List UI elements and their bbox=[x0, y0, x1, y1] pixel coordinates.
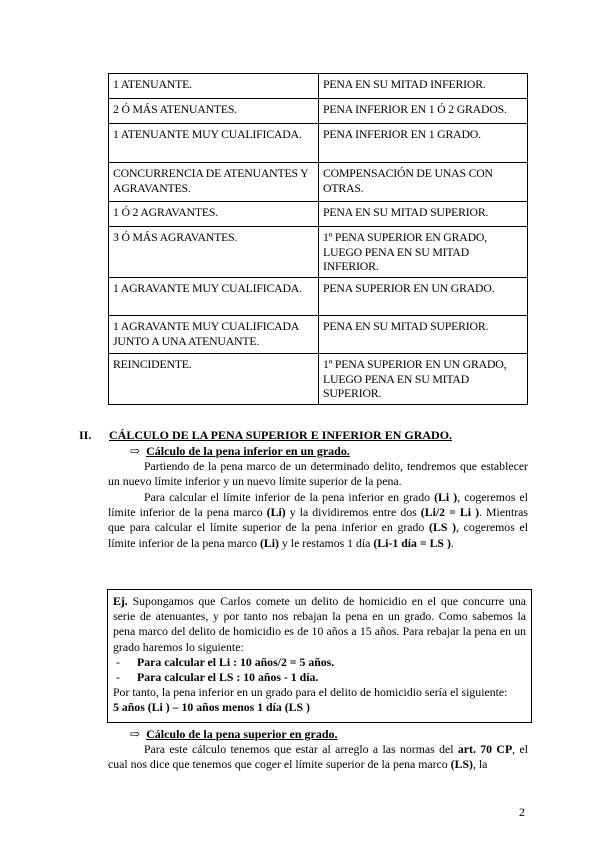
example-box bbox=[107, 589, 532, 723]
example-text: Ej. Supongamos que Carlos comete un delito de homicidio en el que concurre una serie de atenuantes, y por tanto nos rebajan la pena en un grado. Como sabemos la pena marco del delito de homicidio es de 10 años a 15 años. Para rebajar la pena en un grado haremos lo siguiente: bbox=[113, 594, 526, 654]
table-row bbox=[109, 354, 528, 405]
table-cell: PENA EN SU MITAD SUPERIOR. bbox=[319, 202, 528, 227]
table-cell: PENA EN SU MITAD INFERIOR. bbox=[319, 74, 528, 99]
table-cell: COMPENSACIÓN DE UNAS CON OTRAS. bbox=[319, 163, 528, 202]
subsection-title: Cálculo de la pena superior en grado. bbox=[146, 727, 338, 741]
arrow-right-icon: ⇨ bbox=[130, 444, 141, 458]
table-cell: PENA EN SU MITAD SUPERIOR. bbox=[319, 316, 528, 354]
paragraph-text: Para calcular el límite inferior de la pena inferior en grado (Li ), cogeremos el límite inferior de la pena marco (Li) y la dividiremos entre dos (Li/2 = Li ). Mientras que para calcular el límite superior de la pena inferior en grado (LS ), cogeremos el límite inferior de la pena marco (Li) y le restamos 1 día (Li-1 día = LS ). bbox=[108, 490, 528, 550]
page-number: 2 bbox=[519, 805, 525, 819]
subsection-title: Cálculo de la pena inferior en un grado. bbox=[146, 444, 350, 458]
subsection-heading bbox=[130, 727, 338, 742]
subsection-heading bbox=[130, 444, 350, 459]
example-label: Ej. bbox=[113, 594, 128, 608]
table-cell: 1 ATENUANTE. bbox=[109, 74, 319, 99]
table-cell: REINCIDENTE. bbox=[109, 354, 319, 405]
list-item: - Para calcular el LS : 10 años - 1 día. bbox=[116, 670, 319, 685]
table-cell: 1º PENA SUPERIOR EN UN GRADO, LUEGO PENA EN SU MITAD SUPERIOR. bbox=[319, 354, 528, 405]
paragraph-text: Partiendo de la pena marco de un determinado delito, tendremos que establecer un nuevo límite inferior y un nuevo límite superior de la pena. bbox=[108, 459, 528, 489]
table-cell: PENA INFERIOR EN 1 GRADO. bbox=[319, 124, 528, 163]
section-number: II. bbox=[79, 428, 92, 442]
table-row bbox=[109, 163, 528, 202]
table-cell: CONCURRENCIA DE ATENUANTES Y AGRAVANTES. bbox=[109, 163, 319, 202]
table-row bbox=[109, 278, 528, 316]
table-cell: 1º PENA SUPERIOR EN GRADO, LUEGO PENA EN SU MITAD INFERIOR. bbox=[319, 227, 528, 278]
table-cell: 3 Ó MÁS AGRAVANTES. bbox=[109, 227, 319, 278]
arrow-right-icon: ⇨ bbox=[130, 727, 141, 741]
table-row bbox=[109, 227, 528, 278]
list-item: - Para calcular el Li : 10 años/2 = 5 años. bbox=[116, 654, 335, 669]
table-cell: 1 AGRAVANTE MUY CUALIFICADA. bbox=[109, 278, 319, 316]
table-cell: 2 Ó MÁS ATENUANTES. bbox=[109, 99, 319, 124]
table-row bbox=[109, 74, 528, 99]
paragraph bbox=[108, 490, 528, 551]
section-title: CÁLCULO DE LA PENA SUPERIOR E INFERIOR EN GRADO. bbox=[109, 428, 453, 442]
table-row bbox=[109, 316, 528, 354]
table-cell: 1 ATENUANTE MUY CUALIFICADA. bbox=[109, 124, 319, 163]
example-result: 5 años (Li ) – 10 años menos 1 día (LS ) bbox=[113, 700, 310, 715]
table-row bbox=[109, 202, 528, 227]
example-list bbox=[113, 655, 526, 685]
table-cell: 1 Ó 2 AGRAVANTES. bbox=[109, 202, 319, 227]
paragraph bbox=[108, 742, 528, 772]
paragraph bbox=[108, 459, 528, 489]
paragraph-text: Para este cálculo tenemos que estar al arreglo a las normas del art. 70 CP, el cual nos dice que tenemos que coger el límite superior de la pena marco (LS), la bbox=[108, 742, 529, 772]
table-row bbox=[109, 99, 528, 124]
table-cell: 1 AGRAVANTE MUY CUALIFICADA JUNTO A UNA ATENUANTE. bbox=[109, 316, 319, 354]
attenuating-aggravating-table bbox=[108, 73, 528, 405]
table-cell: PENA INFERIOR EN 1 Ó 2 GRADOS. bbox=[319, 99, 528, 124]
table-cell: PENA SUPERIOR EN UN GRADO. bbox=[319, 278, 528, 316]
example-conclusion: Por tanto, la pena inferior en un grado para el delito de homicidio sería el siguiente: bbox=[113, 685, 508, 700]
table-row bbox=[109, 124, 528, 163]
